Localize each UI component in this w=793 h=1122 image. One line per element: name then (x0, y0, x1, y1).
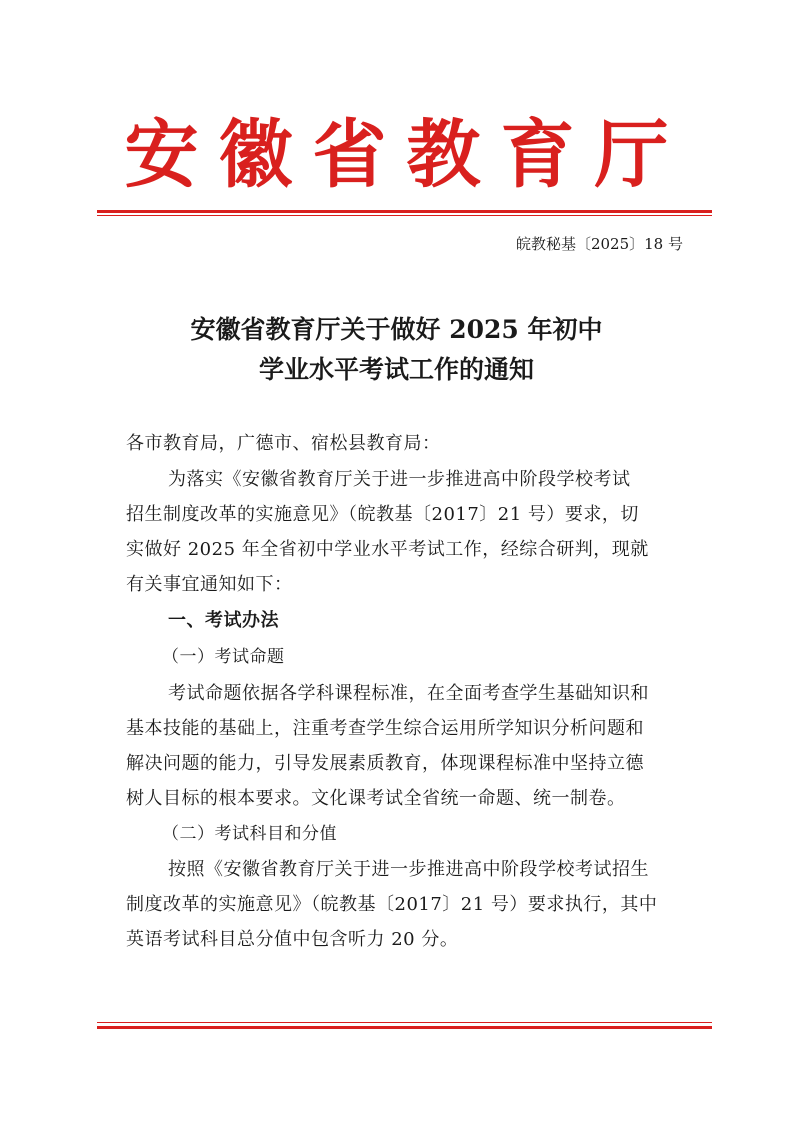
sub1-line-3: 解决问题的能力，引导发展素质教育，体现课程标准中坚持立德 (126, 753, 644, 774)
subsection-heading-2: （二）考试科目和分值 (162, 824, 337, 844)
document-number: 皖教秘基〔2025〕18 号 (515, 235, 683, 253)
sub1-line-4: 树人目标的根本要求。文化课考试全省统一命题、统一制卷。 (126, 788, 626, 809)
letterhead-divider-thin (97, 215, 712, 216)
sub2-line-2: 制度改革的实施意见》（皖教基〔2017〕21 号）要求执行，其中 (126, 894, 658, 915)
intro-line-1: 为落实《安徽省教育厅关于进一步推进高中阶段学校考试 (168, 469, 631, 490)
sub2-line-1: 按照《安徽省教育厅关于进一步推进高中阶段学校考试招生 (168, 859, 649, 880)
subsection-heading-1: （一）考试命题 (162, 647, 285, 667)
footer-divider-thin (97, 1022, 712, 1023)
intro-line-4: 有关事宜通知如下： (126, 574, 293, 595)
letterhead-title: 安徽省教育厅 (124, 112, 689, 198)
salutation: 各市教育局，广德市、宿松县教育局： (126, 433, 441, 454)
document-title-line-2: 学业水平考试工作的通知 (258, 355, 534, 384)
intro-line-2: 招生制度改革的实施意见》（皖教基〔2017〕21 号）要求，切 (126, 504, 639, 525)
section-heading-1: 一、考试办法 (168, 610, 279, 631)
intro-line-3: 实做好 2025 年全省初中学业水平考试工作，经综合研判，现就 (126, 539, 649, 560)
sub1-line-2: 基本技能的基础上，注重考查学生综合运用所学知识分析问题和 (126, 718, 644, 739)
letterhead-divider-thick (97, 210, 712, 213)
footer-divider-thick (97, 1026, 712, 1029)
document-title-line-1: 安徽省教育厅关于做好 2025 年初中 (190, 315, 603, 344)
sub2-line-3: 英语考试科目总分值中包含听力 20 分。 (126, 929, 459, 950)
sub1-line-1: 考试命题依据各学科课程标准，在全面考查学生基础知识和 (168, 683, 649, 704)
